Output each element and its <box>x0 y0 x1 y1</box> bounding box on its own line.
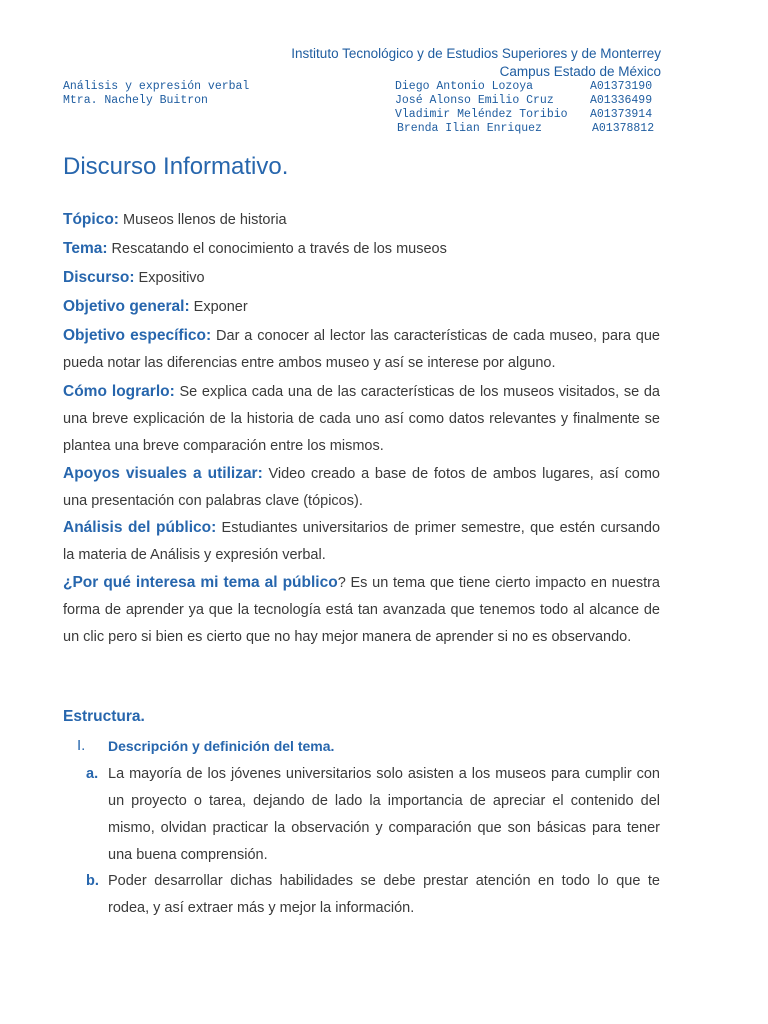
field-apoyos-visuales <box>63 460 660 515</box>
field-objetivo-general <box>63 293 660 321</box>
page-title: Discurso Informativo. <box>63 153 289 180</box>
student-id: A01336499 <box>590 94 653 107</box>
student-id: A01373914 <box>590 108 653 121</box>
list-item-letter: a. <box>86 766 99 782</box>
field-label: Objetivo específico: <box>63 327 212 344</box>
teacher-name: Mtra. Nachely Buitron <box>63 94 208 107</box>
field-discurso <box>63 264 660 292</box>
field-value: Dar a conocer al lector las características de cada museo, para que pueda notar las diferencias entre ambos museo y así se interese por alguno. <box>63 328 660 371</box>
field-label: Discurso: <box>63 269 135 286</box>
field-objetivo-especifico <box>63 322 660 377</box>
field-label: ¿Por qué interesa mi tema al público <box>63 574 338 591</box>
field-label: Tema: <box>63 240 108 257</box>
field-value: Exponer <box>189 299 248 315</box>
section-number: I. <box>77 737 86 754</box>
field-value: Estudiantes universitarios de primer semestre, que estén cursando la materia de Análisis y expresión verbal. <box>63 520 661 563</box>
field-value: ? Es un tema que tiene cierto impacto en nuestra forma de aprender ya que la tecnología está tan avanzada que tenemos todo al alcance de un clic pero si bien es cierto que no hay mejor manera de aprender si no es observando. <box>63 575 660 645</box>
field-value: Museos llenos de historia <box>118 212 287 228</box>
student-name: Vladimir Meléndez Toribio <box>395 108 568 121</box>
field-label: Apoyos visuales a utilizar: <box>63 465 263 482</box>
field-label: Tópico: <box>63 211 119 228</box>
field-value: Se explica cada una de las características de los museos visitados, se da una breve explicación de la historia de cada uno así como datos relevantes y finalmente se plantea una breve comparación entre los mismos. <box>63 384 660 454</box>
field-value: Rescatando el conocimiento a través de los museos <box>107 241 447 257</box>
field-value: Expositivo <box>134 270 205 286</box>
field-label: Análisis del público: <box>63 519 217 536</box>
field-como-lograrlo <box>63 378 660 460</box>
student-name: José Alonso Emilio Cruz <box>395 94 554 107</box>
field-label: Cómo lograrlo: <box>63 383 175 400</box>
field-label: Objetivo general: <box>63 298 190 315</box>
student-id: A01378812 <box>592 122 655 135</box>
field-topico <box>63 206 660 234</box>
list-item: Poder desarrollar dichas habilidades se debe prestar atención en todo lo que te rodea, y así extraer más y mejor la información. <box>108 873 660 916</box>
structure-heading: Estructura. <box>63 708 145 725</box>
student-name: Brenda Ilian Enriquez <box>397 122 542 135</box>
institution-name: Instituto Tecnológico y de Estudios Superiores y de Monterrey <box>291 46 661 61</box>
list-item: La mayoría de los jóvenes universitarios solo asisten a los museos para cumplir con un proyecto o tarea, dejando de lado la importancia de apreciar el contenido del mismo, olvidan practicar la observación y comparación que son básicas para tener una buena comprensión. <box>108 766 660 863</box>
student-id: A01373190 <box>590 80 653 93</box>
field-tema <box>63 235 660 263</box>
section-title: Descripción y definición del tema. <box>108 738 335 754</box>
field-value: Video creado a base de fotos de ambos lugares, así como una presentación con palabras clave (tópicos). <box>63 466 660 509</box>
student-name: Diego Antonio Lozoya <box>395 80 534 93</box>
field-analisis-publico <box>63 514 660 569</box>
course-name: Análisis y expresión verbal <box>63 80 250 93</box>
campus-name: Campus Estado de México <box>499 64 661 79</box>
list-item-letter: b. <box>86 873 99 889</box>
field-por-que-interesa <box>63 569 660 651</box>
